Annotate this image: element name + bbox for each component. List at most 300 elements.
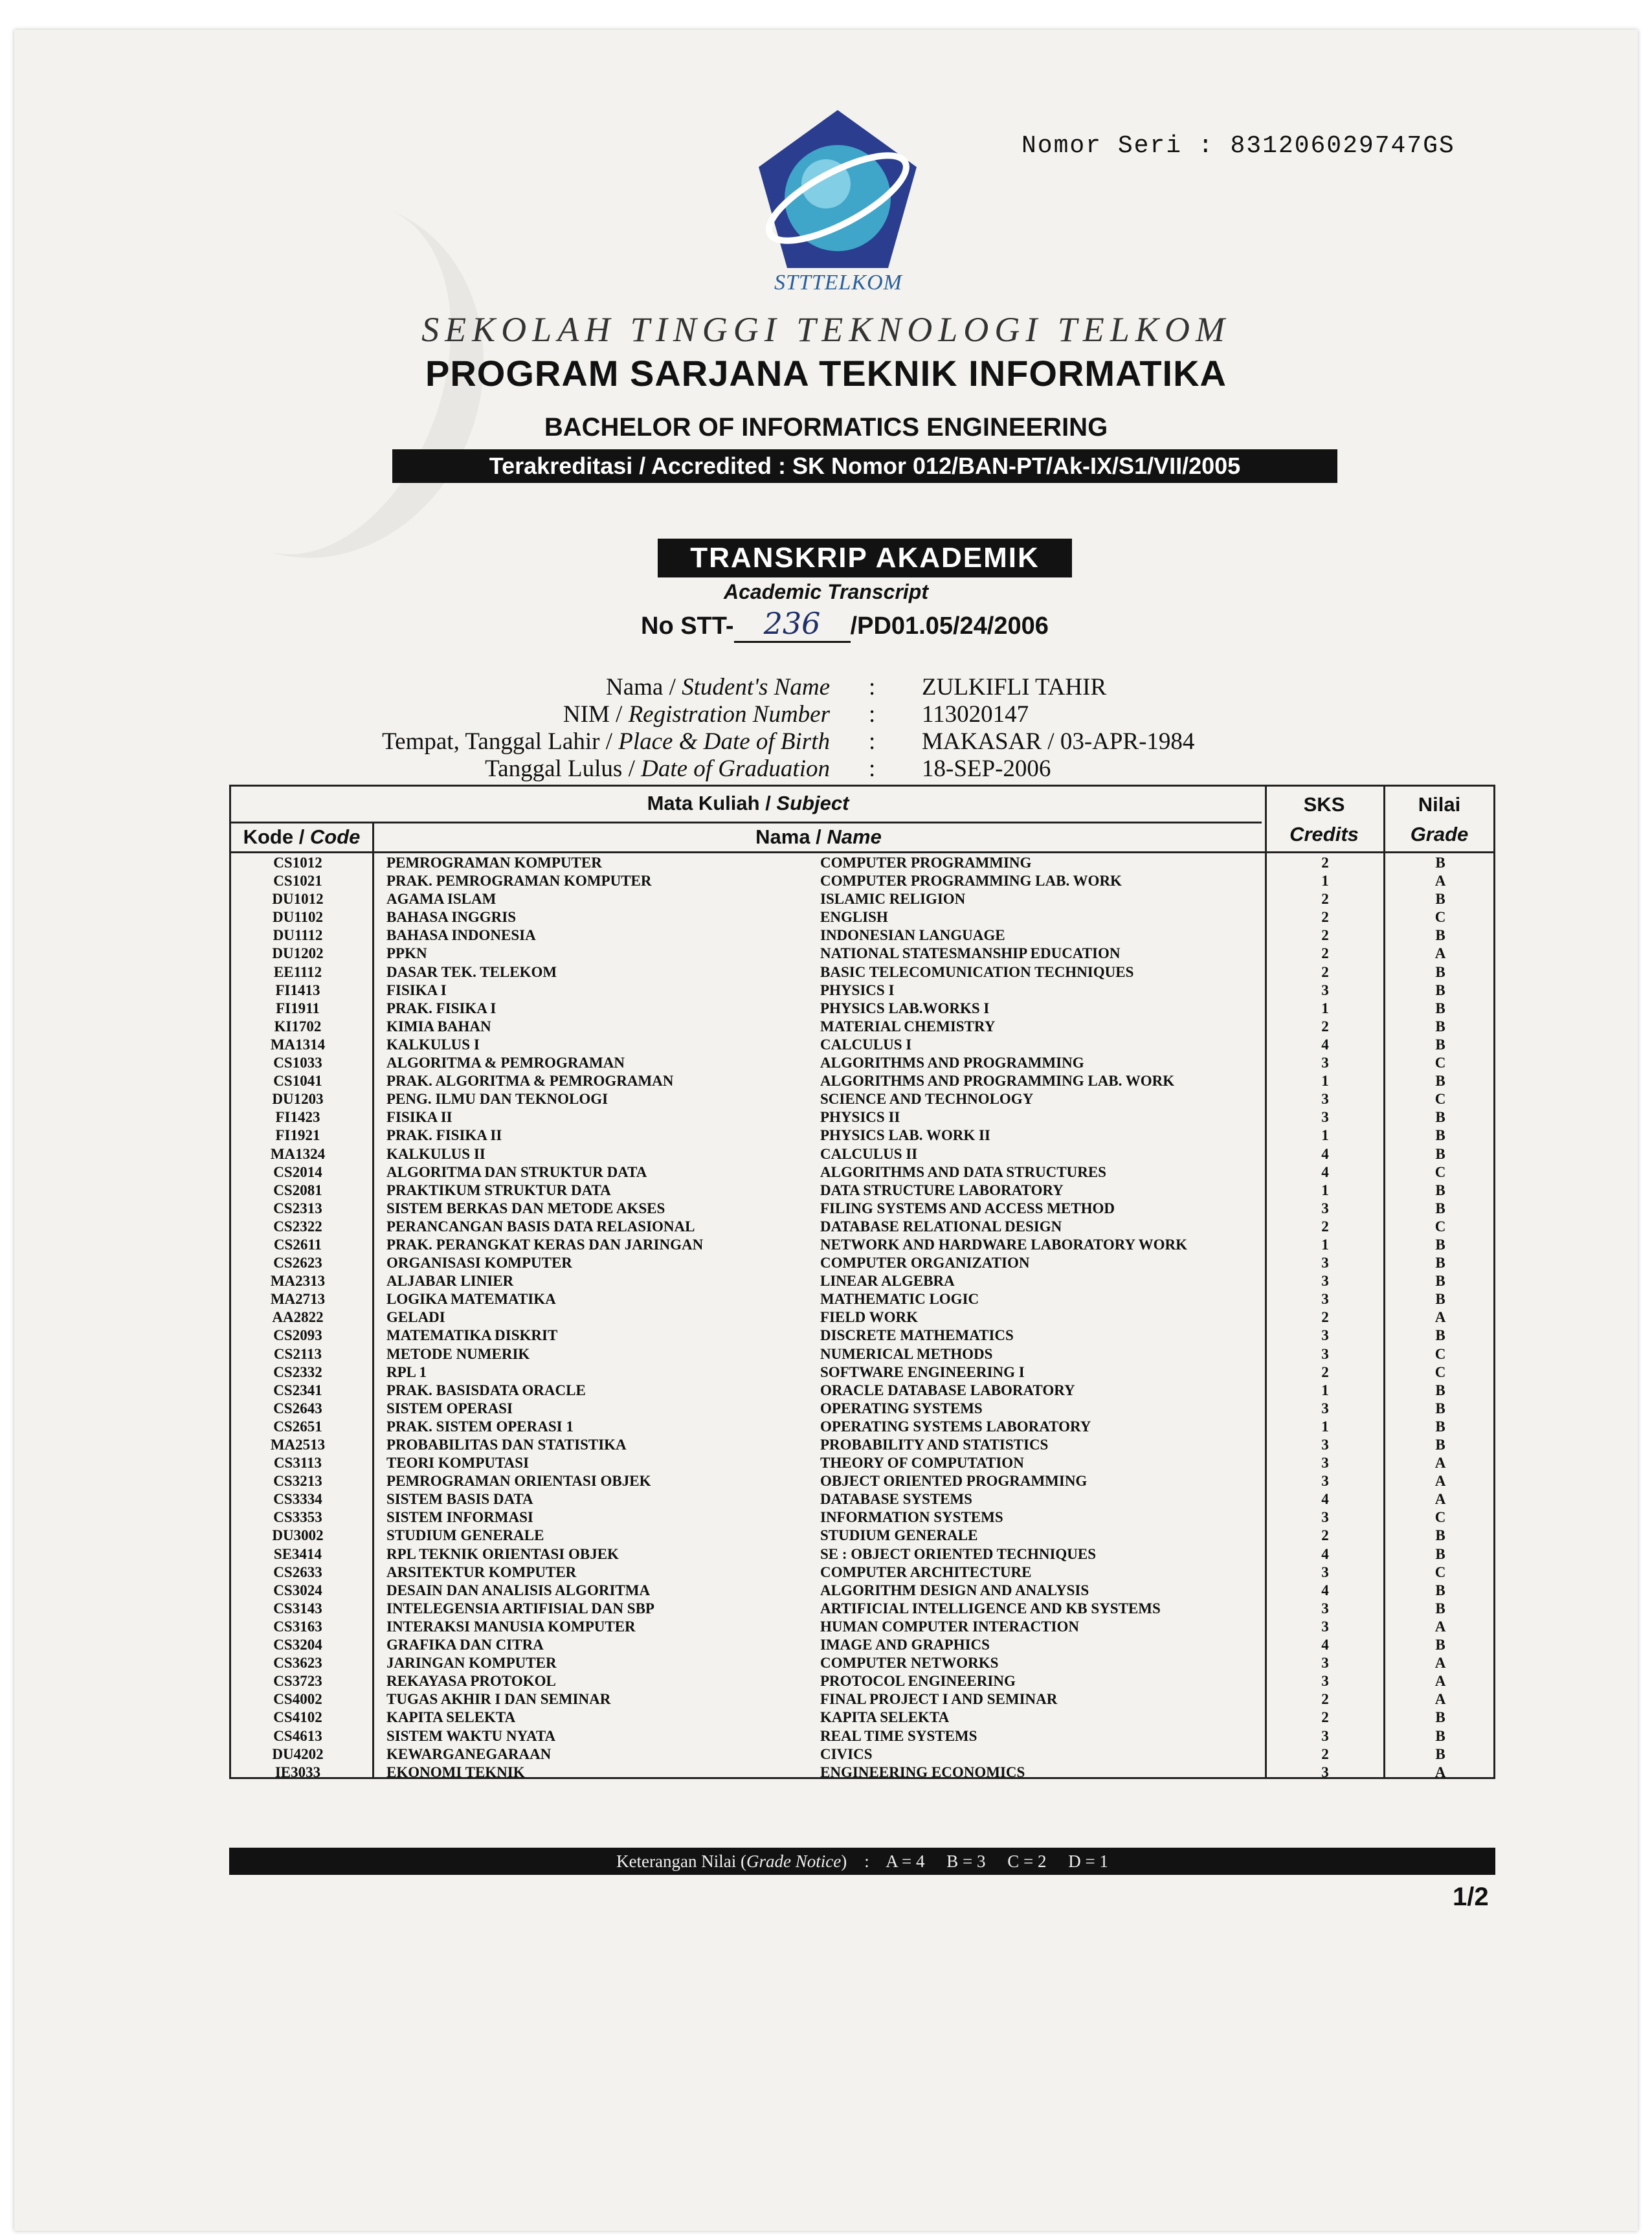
student-info [0, 673, 1652, 782]
table-row [231, 1108, 1493, 1126]
course-credits: 2 [1321, 1018, 1329, 1035]
course-grade: C [1434, 1563, 1446, 1580]
table-row [231, 1182, 1493, 1200]
table-row [231, 1418, 1493, 1436]
course-grade: A [1434, 1655, 1446, 1672]
course-code: KI1702 [274, 1018, 322, 1035]
program-name: PROGRAM SARJANA TEKNIK INFORMATIKA [425, 353, 1227, 394]
course-name-en: PHYSICS LAB.WORKS I [820, 1000, 990, 1016]
table-row [231, 1272, 1493, 1290]
course-name-en: INDONESIAN LANGUAGE [820, 927, 1005, 944]
course-name-en: ALGORITHMS AND PROGRAMMING [820, 1055, 1084, 1071]
table-row [231, 1472, 1493, 1490]
course-credits: 3 [1321, 1327, 1329, 1344]
table-row [231, 1672, 1493, 1690]
course-credits: 3 [1321, 1200, 1329, 1216]
info-label: Tempat, Tanggal Lahir / Place & Date of Birth [382, 728, 830, 755]
school-name: SEKOLAH TINGGI TEKNOLOGI TELKOM [421, 310, 1231, 349]
course-name-id: INTELEGENSIA ARTIFISIAL DAN SBP [386, 1600, 654, 1617]
course-grade: B [1435, 1745, 1446, 1762]
table-row [231, 1582, 1493, 1600]
table-row [231, 1290, 1493, 1308]
course-credits: 2 [1321, 891, 1329, 908]
course-credits: 2 [1321, 1709, 1329, 1726]
course-grade: A [1434, 1764, 1446, 1780]
grade-legend: Keterangan Nilai (Grade Notice) : A = 4 B = 3 C = 2 D = 1 [229, 1848, 1495, 1875]
course-credits: 3 [1321, 1255, 1329, 1271]
course-code: CS2332 [273, 1363, 322, 1380]
course-credits: 1 [1321, 873, 1329, 890]
course-grade: B [1435, 1527, 1446, 1544]
course-name-en: OPERATING SYSTEMS LABORATORY [820, 1418, 1091, 1435]
course-grade: B [1435, 1418, 1446, 1435]
course-credits: 3 [1321, 1673, 1329, 1690]
course-name-en: ALGORITHM DESIGN AND ANALYSIS [820, 1582, 1089, 1598]
course-credits: 3 [1321, 1473, 1329, 1490]
course-name-en: NATIONAL STATESMANSHIP EDUCATION [820, 945, 1121, 962]
table-row [231, 981, 1493, 1000]
course-grade: B [1435, 891, 1446, 908]
table-row [231, 1490, 1493, 1508]
course-name-id: KIMIA BAHAN [386, 1018, 491, 1035]
program-name-en: BACHELOR OF INFORMATICS ENGINEERING [544, 413, 1108, 442]
course-code: CS2081 [273, 1182, 322, 1198]
course-code: MA2713 [270, 1291, 326, 1308]
course-code: CS1012 [273, 855, 322, 871]
course-code: CS2611 [273, 1236, 322, 1253]
course-grade: A [1434, 1618, 1446, 1635]
course-grade: B [1435, 1545, 1446, 1562]
course-name-id: SISTEM INFORMASI [386, 1509, 533, 1526]
course-name-en: NUMERICAL METHODS [820, 1345, 993, 1362]
course-name-en: SCIENCE AND TECHNOLOGY [820, 1091, 1034, 1108]
course-code: CS4613 [273, 1727, 322, 1744]
course-code: CS3143 [273, 1600, 322, 1617]
course-credits: 2 [1321, 963, 1329, 980]
course-grade: A [1434, 1309, 1446, 1326]
transcript-title: TRANSKRIP AKADEMIK [658, 539, 1072, 577]
course-credits: 3 [1321, 1109, 1329, 1126]
serial-number: Nomor Seri : 831206029747GS [1021, 132, 1455, 160]
grades-table [229, 785, 1495, 1779]
course-name-en: REAL TIME SYSTEMS [820, 1727, 977, 1744]
course-code: MA1324 [270, 1145, 326, 1162]
course-credits: 3 [1321, 1655, 1329, 1672]
course-grade: B [1435, 1200, 1446, 1216]
course-credits: 1 [1321, 1000, 1329, 1016]
course-grade: B [1435, 963, 1446, 980]
course-credits: 4 [1321, 1036, 1329, 1053]
course-credits: 2 [1321, 909, 1329, 926]
course-grade: B [1435, 1727, 1446, 1744]
student-nim: 113020147 [922, 701, 1029, 728]
table-row [231, 1618, 1493, 1636]
table-row [231, 1363, 1493, 1382]
course-grade: B [1435, 1437, 1446, 1453]
table-row [231, 1745, 1493, 1764]
course-name-en: ALGORITHMS AND DATA STRUCTURES [820, 1163, 1106, 1180]
info-label: Nama / Student's Name [605, 674, 830, 700]
table-row [231, 926, 1493, 945]
student-graduation: 18-SEP-2006 [922, 756, 1051, 782]
course-credits: 3 [1321, 1455, 1329, 1472]
course-name-id: PEMROGRAMAN KOMPUTER [386, 855, 602, 871]
course-code: CS3113 [273, 1455, 322, 1472]
course-name-id: JARINGAN KOMPUTER [386, 1655, 557, 1672]
course-grade: B [1435, 1127, 1446, 1144]
course-name-en: PHYSICS II [820, 1109, 900, 1126]
course-grade: B [1435, 927, 1446, 944]
course-code: CS4002 [273, 1691, 322, 1708]
course-credits: 3 [1321, 981, 1329, 998]
course-credits: 3 [1321, 1400, 1329, 1417]
course-code: CS1041 [273, 1073, 322, 1090]
info-label: Tanggal Lulus / Date of Graduation [485, 756, 830, 782]
course-credits: 4 [1321, 1145, 1329, 1162]
course-name-en: ARTIFICIAL INTELLIGENCE AND KB SYSTEMS [820, 1600, 1161, 1617]
course-credits: 2 [1321, 927, 1329, 944]
course-grade: B [1435, 981, 1446, 998]
course-credits: 3 [1321, 1291, 1329, 1308]
table-row [231, 963, 1493, 981]
grade-header: Nilai Grade [1410, 793, 1469, 846]
course-name-id: ALGORITMA DAN STRUKTUR DATA [386, 1163, 647, 1180]
table-row [231, 1000, 1493, 1018]
course-grade: A [1434, 945, 1446, 962]
course-name-id: GELADI [386, 1309, 445, 1326]
course-name-en: FILING SYSTEMS AND ACCESS METHOD [820, 1200, 1115, 1216]
course-grade: B [1435, 1182, 1446, 1198]
table-row [231, 1400, 1493, 1418]
course-credits: 3 [1321, 1091, 1329, 1108]
course-credits: 3 [1321, 1727, 1329, 1744]
info-label: NIM / Registration Number [563, 701, 830, 728]
table-body [231, 854, 1493, 1782]
course-grade: A [1434, 1491, 1446, 1508]
course-code: CS3024 [273, 1582, 322, 1598]
table-row [231, 1036, 1493, 1054]
course-name-id: PRAK. BASISDATA ORACLE [386, 1382, 586, 1398]
table-row [231, 1218, 1493, 1236]
table-row [231, 1254, 1493, 1272]
handwritten-number: 236 [734, 606, 851, 643]
course-name-en: CIVICS [820, 1745, 873, 1762]
course-name-id: LOGIKA MATEMATIKA [386, 1291, 556, 1308]
info-row-birth: Tempat, Tanggal Lahir / Place & Date of Birth : MAKASAR / 03-APR-1984 [382, 728, 1195, 755]
course-code: CS2014 [273, 1163, 322, 1180]
course-name-id: DASAR TEK. TELEKOM [386, 963, 557, 980]
table-row [231, 1145, 1493, 1163]
course-name-id: ALJABAR LINIER [386, 1273, 514, 1290]
course-name-en: ENGLISH [820, 909, 888, 926]
table-row [231, 1600, 1493, 1618]
course-name-id: ORGANISASI KOMPUTER [386, 1255, 572, 1271]
course-name-en: FIELD WORK [820, 1309, 919, 1326]
course-grade: B [1435, 1000, 1446, 1016]
stttelkom-logo-icon [753, 107, 922, 282]
course-name-en: CALCULUS I [820, 1036, 912, 1053]
course-name-en: STUDIUM GENERALE [820, 1527, 978, 1544]
course-code: DU1202 [272, 945, 324, 962]
course-name-en: MATERIAL CHEMISTRY [820, 1018, 996, 1035]
course-code: SE3414 [273, 1545, 322, 1562]
course-name-en: COMPUTER ARCHITECTURE [820, 1563, 1032, 1580]
course-name-id: PRAK. PEMROGRAMAN KOMPUTER [386, 873, 652, 890]
course-name-id: KAPITA SELEKTA [386, 1709, 516, 1726]
course-credits: 3 [1321, 1618, 1329, 1635]
course-credits: 1 [1321, 1182, 1329, 1198]
course-name-en: ISLAMIC RELIGION [820, 891, 966, 908]
course-name-id: SISTEM OPERASI [386, 1400, 513, 1417]
course-grade: C [1434, 1509, 1446, 1526]
course-grade: A [1434, 1455, 1446, 1472]
course-credits: 3 [1321, 1055, 1329, 1071]
table-row [231, 1654, 1493, 1672]
table-row [231, 1563, 1493, 1582]
course-credits: 2 [1321, 1309, 1329, 1326]
course-code: FI1911 [276, 1000, 320, 1016]
table-row [231, 1382, 1493, 1400]
course-grade: B [1435, 1273, 1446, 1290]
course-name-id: DESAIN DAN ANALISIS ALGORITMA [386, 1582, 651, 1598]
table-row [231, 1054, 1493, 1072]
course-name-id: INTERAKSI MANUSIA KOMPUTER [386, 1618, 636, 1635]
course-code: CS3204 [273, 1637, 322, 1653]
course-code: CS4102 [273, 1709, 322, 1726]
course-name-en: COMPUTER PROGRAMMING LAB. WORK [820, 873, 1122, 890]
course-code: FI1413 [275, 981, 320, 998]
course-grade: B [1435, 1400, 1446, 1417]
course-name-id: REKAYASA PROTOKOL [386, 1673, 556, 1690]
course-name-id: GRAFIKA DAN CITRA [386, 1637, 544, 1653]
course-code: IE3033 [274, 1764, 321, 1780]
course-code: FI1921 [275, 1127, 320, 1144]
course-name-id: PRAK. FISIKA II [386, 1127, 502, 1144]
course-grade: B [1435, 1709, 1446, 1726]
course-name-en: PHYSICS LAB. WORK II [820, 1127, 990, 1144]
course-name-en: IMAGE AND GRAPHICS [820, 1637, 990, 1653]
course-code: CS3353 [273, 1509, 322, 1526]
course-name-en: COMPUTER NETWORKS [820, 1655, 999, 1672]
course-grade: B [1435, 1036, 1446, 1053]
course-name-en: DISCRETE MATHEMATICS [820, 1327, 1014, 1344]
course-code: CS2113 [273, 1345, 322, 1362]
name-header: Nama / Name [755, 825, 882, 848]
course-credits: 1 [1321, 1127, 1329, 1144]
course-name-en: ORACLE DATABASE LABORATORY [820, 1382, 1075, 1398]
course-code: CS2623 [273, 1255, 322, 1271]
table-row [231, 1436, 1493, 1454]
course-code: DU4202 [272, 1745, 324, 1762]
table-row [231, 1764, 1493, 1782]
logo-text: STTTELKOM [774, 271, 902, 295]
course-name-en: DATABASE RELATIONAL DESIGN [820, 1218, 1062, 1235]
course-code: CS2643 [273, 1400, 322, 1417]
course-name-en: COMPUTER ORGANIZATION [820, 1255, 1030, 1271]
table-row [231, 908, 1493, 926]
course-grade: B [1435, 1291, 1446, 1308]
course-name-en: THEORY OF COMPUTATION [820, 1455, 1024, 1472]
course-code: CS2633 [273, 1563, 322, 1580]
course-credits: 4 [1321, 1163, 1329, 1180]
course-name-id: KEWARGANEGARAAN [386, 1745, 552, 1762]
course-grade: B [1435, 1073, 1446, 1090]
course-credits: 3 [1321, 1437, 1329, 1453]
table-row [231, 1636, 1493, 1654]
grade-legend-values: A = 4 B = 3 C = 2 D = 1 [886, 1852, 1108, 1871]
course-code: CS1033 [273, 1055, 322, 1071]
student-name: ZULKIFLI TAHIR [922, 674, 1107, 700]
course-credits: 3 [1321, 1764, 1329, 1780]
course-name-id: AGAMA ISLAM [386, 891, 497, 908]
course-credits: 2 [1321, 1218, 1329, 1235]
course-credits: 1 [1321, 1236, 1329, 1253]
course-credits: 1 [1321, 1382, 1329, 1398]
course-name-en: HUMAN COMPUTER INTERACTION [820, 1618, 1079, 1635]
course-name-en: DATA STRUCTURE LABORATORY [820, 1182, 1064, 1198]
course-grade: B [1435, 1600, 1446, 1617]
course-grade: C [1434, 1345, 1446, 1362]
table-row [231, 1308, 1493, 1327]
table-row [231, 1200, 1493, 1218]
course-credits: 3 [1321, 1600, 1329, 1617]
course-code: CS3623 [273, 1655, 322, 1672]
course-credits: 3 [1321, 1345, 1329, 1362]
course-code: DU1012 [272, 891, 324, 908]
course-code: CS3334 [273, 1491, 322, 1508]
course-name-en: ALGORITHMS AND PROGRAMMING LAB. WORK [820, 1073, 1175, 1090]
course-name-id: PRAK. FISIKA I [386, 1000, 497, 1016]
course-credits: 3 [1321, 1563, 1329, 1580]
course-code: MA2513 [270, 1437, 326, 1453]
course-name-id: ARSITEKTUR KOMPUTER [386, 1563, 577, 1580]
course-grade: B [1435, 1382, 1446, 1398]
course-name-id: STUDIUM GENERALE [386, 1527, 544, 1544]
course-name-id: PRAK. ALGORITMA & PEMROGRAMAN [386, 1073, 674, 1090]
course-grade: C [1434, 1091, 1446, 1108]
course-grade: C [1434, 1055, 1446, 1071]
course-code: MA1314 [270, 1036, 326, 1053]
course-credits: 4 [1321, 1637, 1329, 1653]
course-name-en: COMPUTER PROGRAMMING [820, 855, 1032, 871]
table-row [231, 1345, 1493, 1363]
info-row-graduation: Tanggal Lulus / Date of Graduation : 18-SEP-2006 [485, 756, 1051, 782]
table-row [231, 1508, 1493, 1527]
course-name-id: PPKN [386, 945, 427, 962]
sks-header: SKS Credits [1289, 793, 1359, 846]
course-name-en: ENGINEERING ECONOMICS [820, 1764, 1025, 1780]
course-code: DU1112 [273, 927, 323, 944]
course-code: EE1112 [273, 963, 322, 980]
course-name-id: EKONOMI TEKNIK [386, 1764, 525, 1780]
course-name-en: LINEAR ALGEBRA [820, 1273, 955, 1290]
course-name-en: KAPITA SELEKTA [820, 1709, 950, 1726]
course-grade: B [1435, 1109, 1446, 1126]
course-code: CS2093 [273, 1327, 322, 1344]
course-grade: B [1435, 855, 1446, 871]
course-name-id: MATEMATIKA DISKRIT [386, 1327, 558, 1344]
course-name-id: FISIKA I [386, 981, 447, 998]
course-grade: A [1434, 1673, 1446, 1690]
course-code: CS2341 [273, 1382, 322, 1398]
course-grade: A [1434, 873, 1446, 890]
course-code: CS2313 [273, 1200, 322, 1216]
info-row-nim: NIM / Registration Number : 113020147 [563, 701, 1029, 728]
course-name-id: PRAK. SISTEM OPERASI 1 [386, 1418, 574, 1435]
course-name-id: PROBABILITAS DAN STATISTIKA [386, 1437, 627, 1453]
course-name-id: SISTEM WAKTU NYATA [386, 1727, 556, 1744]
course-credits: 2 [1321, 1527, 1329, 1544]
course-name-id: TUGAS AKHIR I DAN SEMINAR [386, 1691, 611, 1708]
table-row [231, 1018, 1493, 1036]
serial-value: 831206029747GS [1230, 132, 1455, 160]
course-name-en: OPERATING SYSTEMS [820, 1400, 983, 1417]
course-name-id: KALKULUS I [386, 1036, 480, 1053]
course-credits: 3 [1321, 1273, 1329, 1290]
course-grade: C [1434, 909, 1446, 926]
course-name-id: PRAK. PERANGKAT KERAS DAN JARINGAN [386, 1236, 704, 1253]
course-name-en: PROTOCOL ENGINEERING [820, 1673, 1016, 1690]
course-code: DU1102 [273, 909, 323, 926]
course-name-en: PROBABILITY AND STATISTICS [820, 1437, 1049, 1453]
course-name-en: FINAL PROJECT I AND SEMINAR [820, 1691, 1058, 1708]
table-row [231, 1727, 1493, 1745]
course-grade: B [1435, 1236, 1446, 1253]
course-code: CS1021 [273, 873, 322, 890]
transcript-subtitle: Academic Transcript [724, 580, 928, 603]
table-row [231, 872, 1493, 890]
table-row [231, 1236, 1493, 1254]
course-name-en: SOFTWARE ENGINEERING I [820, 1363, 1025, 1380]
course-credits: 4 [1321, 1491, 1329, 1508]
table-row [231, 1072, 1493, 1090]
course-grade: B [1435, 1327, 1446, 1344]
course-name-id: FISIKA II [386, 1109, 452, 1126]
course-grade: A [1434, 1691, 1446, 1708]
course-name-en: CALCULUS II [820, 1145, 918, 1162]
course-name-id: ALGORITMA & PEMROGRAMAN [386, 1055, 625, 1071]
course-credits: 2 [1321, 1691, 1329, 1708]
course-credits: 1 [1321, 1073, 1329, 1090]
course-name-en: INFORMATION SYSTEMS [820, 1509, 1003, 1526]
course-credits: 2 [1321, 855, 1329, 871]
course-grade: C [1434, 1363, 1446, 1380]
course-name-en: DATABASE SYSTEMS [820, 1491, 972, 1508]
course-name-id: SISTEM BERKAS DAN METODE AKSES [386, 1200, 665, 1216]
course-name-id: PENG. ILMU DAN TEKNOLOGI [386, 1091, 608, 1108]
course-code: CS2651 [273, 1418, 322, 1435]
course-grade: B [1435, 1637, 1446, 1653]
table-row [231, 1090, 1493, 1108]
table-row [231, 1545, 1493, 1563]
course-code: DU1203 [272, 1091, 324, 1108]
course-name-id: TEORI KOMPUTASI [386, 1455, 530, 1472]
course-name-en: BASIC TELECOMUNICATION TECHNIQUES [820, 963, 1134, 980]
course-code: MA2313 [270, 1273, 326, 1290]
code-header: Kode / Code [243, 825, 361, 848]
course-name-id: BAHASA INGGRIS [386, 909, 517, 926]
course-code: AA2822 [272, 1309, 324, 1326]
table-row [231, 1454, 1493, 1472]
table-row [231, 1690, 1493, 1708]
transcript-number: No STT- 236 /PD01.05/24/2006 [641, 606, 1049, 643]
course-name-id: RPL 1 [386, 1363, 427, 1380]
course-name-en: OBJECT ORIENTED PROGRAMMING [820, 1473, 1088, 1490]
course-grade: C [1434, 1218, 1446, 1235]
info-row-name: Nama / Student's Name : ZULKIFLI TAHIR [605, 674, 1107, 700]
course-grade: A [1434, 1473, 1446, 1490]
course-grade: B [1435, 1018, 1446, 1035]
